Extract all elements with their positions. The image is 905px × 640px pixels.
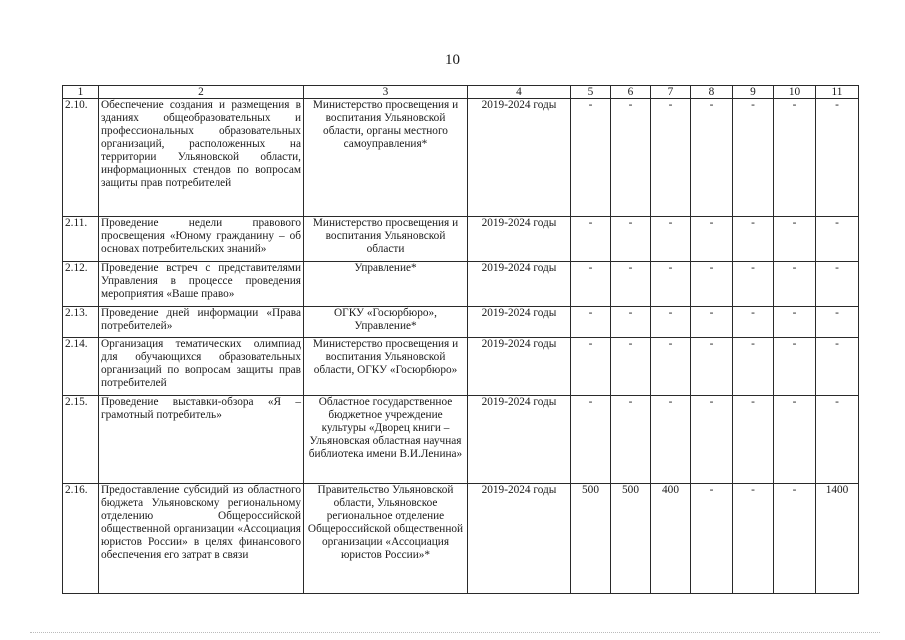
table-row [63,217,859,262]
scan-artifact-line [30,632,880,634]
header-cell: 7 [651,86,691,99]
table-row [63,307,859,338]
value-cell: - [733,217,774,262]
row-number: 2.10. [63,99,99,217]
term: 2019-2024 годы [468,338,571,396]
value-cell: - [774,262,816,307]
header-cell: 6 [611,86,651,99]
value-cell: - [691,99,733,217]
measure-name: Предоставление субсидий из областного бюджета Ульяновскому региональному отделению Общероссийской общественной организации «Ассоциация юристов России» в целях финансового обеспечения его затрат в связи [99,484,304,594]
value-cell: - [571,262,611,307]
value-cell: - [691,396,733,484]
value-cell: - [733,338,774,396]
value-cell: - [691,262,733,307]
term: 2019-2024 годы [468,396,571,484]
value-cell: - [816,99,859,217]
value-cell: - [816,396,859,484]
row-number: 2.15. [63,396,99,484]
value-cell: - [611,262,651,307]
value-cell: - [651,99,691,217]
term: 2019-2024 годы [468,262,571,307]
value-cell: - [774,484,816,594]
value-cell: - [611,99,651,217]
table-row [63,484,859,594]
value-cell: - [774,217,816,262]
measures-table [62,85,859,594]
row-number: 2.14. [63,338,99,396]
header-cell: 4 [468,86,571,99]
header-cell: 8 [691,86,733,99]
value-cell: - [774,99,816,217]
row-number: 2.11. [63,217,99,262]
value-cell: - [571,338,611,396]
executor: ОГКУ «Госюрбюро», Управление* [304,307,468,338]
value-cell: 400 [651,484,691,594]
row-number: 2.16. [63,484,99,594]
value-cell: - [611,338,651,396]
row-number: 2.12. [63,262,99,307]
header-cell: 5 [571,86,611,99]
term: 2019-2024 годы [468,307,571,338]
measure-name: Обеспечение создания и размещения в зданиях общеобразовательных и профессиональных образовательных организаций, расположенных на территории Ульяновской области, информационных стендов по вопросам защиты прав потребителей [99,99,304,217]
executor: Областное государственное бюджетное учреждение культуры «Дворец книги – Ульяновская областная научная библиотека имени В.И.Ленина» [304,396,468,484]
value-cell: - [733,484,774,594]
value-cell: - [733,262,774,307]
header-cell: 1 [63,86,99,99]
value-cell: - [571,217,611,262]
term: 2019-2024 годы [468,99,571,217]
value-cell: - [816,262,859,307]
value-cell: 500 [571,484,611,594]
header-cell: 9 [733,86,774,99]
header-cell: 2 [99,86,304,99]
table-row [63,396,859,484]
measure-name: Проведение выставки-обзора «Я – грамотный потребитель» [99,396,304,484]
value-cell: - [571,307,611,338]
value-cell: - [816,338,859,396]
executor: Правительство Ульяновской области, Ульяновское региональное отделение Общероссийской общественной организации «Ассоциация юристов России»* [304,484,468,594]
measure-name: Организация тематических олимпиад для обучающихся образовательных организаций по вопросам защиты прав потребителей [99,338,304,396]
value-cell: - [651,307,691,338]
measure-name: Проведение дней информации «Права потребителей» [99,307,304,338]
page-number: 10 [445,52,460,68]
value-cell: - [651,396,691,484]
value-cell: - [691,484,733,594]
value-cell: - [733,396,774,484]
value-cell: - [733,307,774,338]
term: 2019-2024 годы [468,484,571,594]
header-cell: 3 [304,86,468,99]
value-cell: - [611,217,651,262]
executor: Министерство просвещения и воспитания Ульяновской области, органы местного самоуправления* [304,99,468,217]
executor: Управление* [304,262,468,307]
measure-name: Проведение недели правового просвещения «Юному гражданину – об основах потребительских знаний» [99,217,304,262]
value-cell: 1400 [816,484,859,594]
value-cell: - [816,217,859,262]
measure-name: Проведение встреч с представителями Управления в процессе проведения мероприятия «Ваше право» [99,262,304,307]
value-cell: - [691,217,733,262]
value-cell: - [691,338,733,396]
value-cell: - [691,307,733,338]
table-row [63,262,859,307]
table-row [63,99,859,217]
value-cell: - [733,99,774,217]
executor: Министерство просвещения и воспитания Ульяновской области, ОГКУ «Госюрбюро» [304,338,468,396]
executor: Министерство просвещения и воспитания Ульяновской области [304,217,468,262]
value-cell: - [774,338,816,396]
table-row [63,338,859,396]
value-cell: - [571,396,611,484]
row-number: 2.13. [63,307,99,338]
header-cell: 11 [816,86,859,99]
value-cell: - [816,307,859,338]
value-cell: - [611,307,651,338]
value-cell: 500 [611,484,651,594]
value-cell: - [611,396,651,484]
value-cell: - [774,396,816,484]
value-cell: - [571,99,611,217]
header-cell: 10 [774,86,816,99]
value-cell: - [774,307,816,338]
value-cell: - [651,262,691,307]
value-cell: - [651,217,691,262]
term: 2019-2024 годы [468,217,571,262]
header-row [63,86,859,99]
value-cell: - [651,338,691,396]
